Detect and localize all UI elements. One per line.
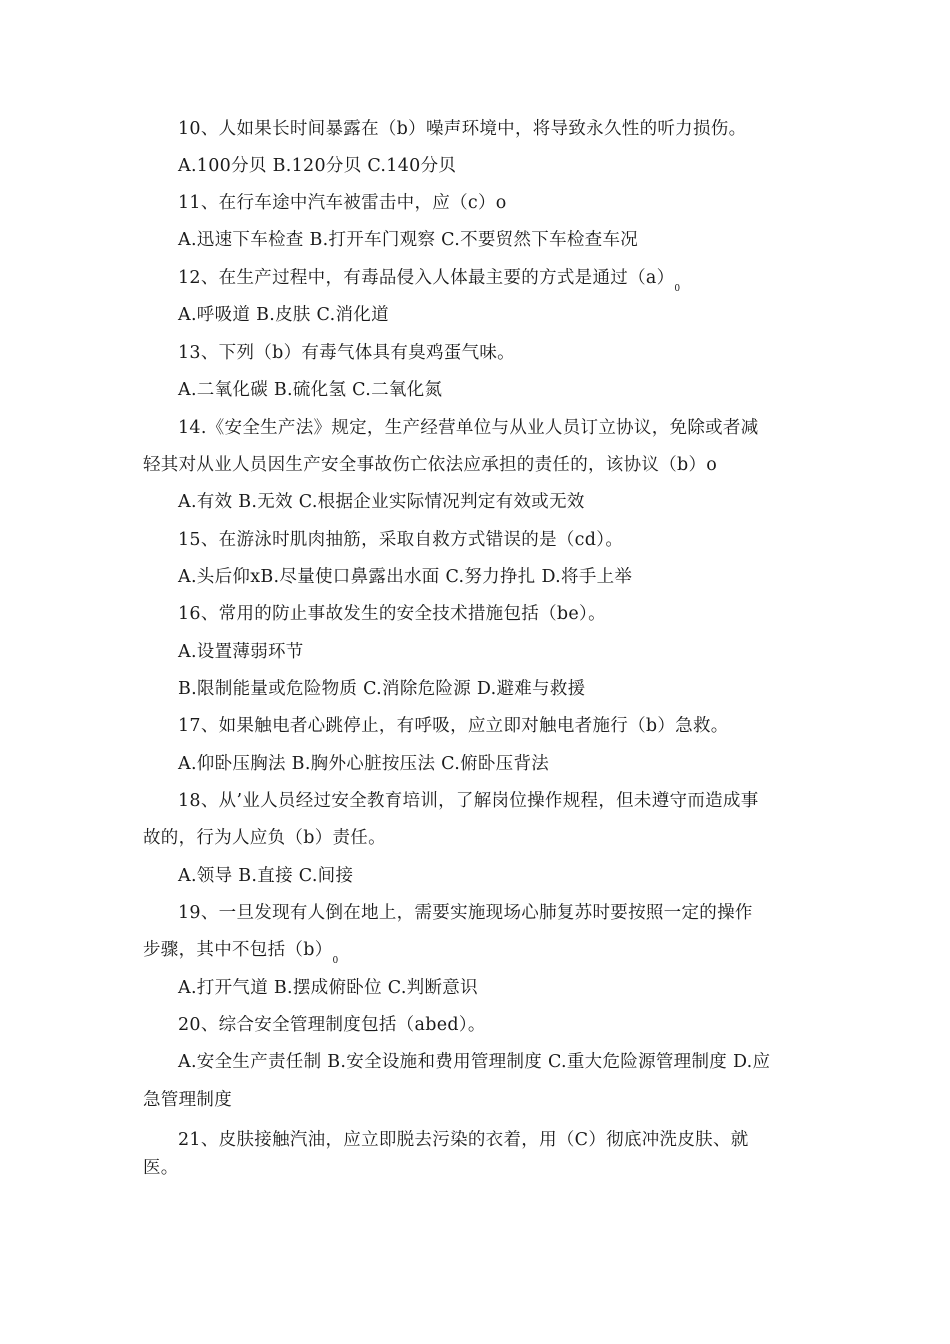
question-14-line-1: 14.《安全生产法》规定，生产经营单位与从业人员订立协议，免除或者减: [178, 418, 759, 438]
options-16-line-2: B.限制能量或危险物质 C.消除危险源 D.避难与救援: [178, 679, 586, 699]
question-19-mark: 0: [332, 956, 339, 966]
options-12: A.呼吸道 B.皮肤 C.消化道: [178, 305, 389, 325]
options-19: A.打开气道 B.摆成俯卧位 C.判断意识: [178, 978, 478, 998]
question-21-line-2: 医。: [143, 1158, 179, 1178]
options-20-line-2: 急管理制度: [143, 1090, 232, 1110]
question-10: 10、人如果长时间暴露在（b）噪声环境中，将导致永久性的听力损伤。: [178, 119, 747, 139]
question-19-line-2: [143, 938, 339, 973]
options-11: A.迅速下车检查 B.打开车门观察 C.不要贸然下车检查车况: [178, 230, 639, 250]
options-10: A.100分贝 B.120分贝 C.140分贝: [178, 156, 457, 176]
options-20-line-1: A.安全生产责任制 B.安全设施和费用管理制度 C.重大危险源管理制度 D.应: [178, 1052, 771, 1072]
options-16-line-1: A.设置薄弱环节: [178, 642, 304, 662]
question-15: 15、在游泳时肌肉抽筋，采取自救方式错误的是（cd）。: [178, 530, 624, 550]
question-18-line-2: 故的，行为人应负（b）责任。: [143, 828, 386, 848]
question-12-mark: 0: [674, 284, 681, 294]
question-19-text: 步骤，其中不包括（b）: [143, 940, 333, 960]
question-17: 17、如果触电者心跳停止，有呼吸，应立即对触电者施行（b）急救。: [178, 716, 729, 736]
options-18: A.领导 B.直接 C.间接: [178, 866, 354, 886]
question-16: 16、常用的防止事故发生的安全技术措施包括（be）。: [178, 604, 606, 624]
options-13: A.二氧化碳 B.硫化氢 C.二氧化氮: [178, 380, 443, 400]
question-21-line-1: 21、皮肤接触汽油，应立即脱去污染的衣着，用（C）彻底冲洗皮肤、就: [178, 1130, 749, 1150]
question-20: 20、综合安全管理制度包括（abed）。: [178, 1015, 486, 1035]
options-17: A.仰卧压胸法 B.胸外心脏按压法 C.俯卧压背法: [178, 754, 550, 774]
question-12: [178, 266, 680, 301]
question-19-line-1: 19、一旦发现有人倒在地上，需要实施现场心肺复苏时要按照一定的操作: [178, 903, 753, 923]
question-13: 13、下列（b）有毒气体具有臭鸡蛋气味。: [178, 343, 515, 363]
question-11: 11、在行车途中汽车被雷击中，应（c）o: [178, 193, 507, 213]
question-12-text: 12、在生产过程中，有毒品侵入人体最主要的方式是通过（a）: [178, 268, 675, 288]
options-15: A.头后仰xB.尽量使口鼻露出水面 C.努力挣扎 D.将手上举: [178, 567, 633, 587]
question-14-line-2: 轻其对从业人员因生产安全事故伤亡依法应承担的责任的，该协议（b）o: [143, 455, 718, 475]
options-14: A.有效 B.无效 C.根据企业实际情况判定有效或无效: [178, 492, 585, 512]
question-18-line-1: 18、从’业人员经过安全教育培训，了解岗位操作规程，但未遵守而造成事: [178, 791, 759, 811]
